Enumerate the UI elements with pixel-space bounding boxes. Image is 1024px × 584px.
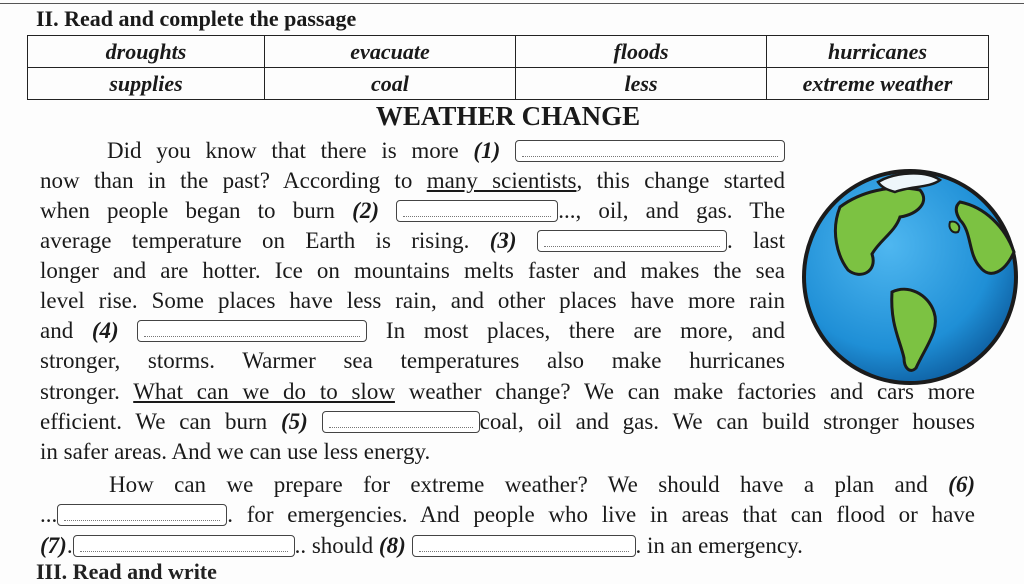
passage-line: level rise. Some places have less rain, and other places have more rain	[40, 288, 785, 313]
passage-text: average temperature on Earth is rising.	[40, 228, 470, 253]
passage-line	[40, 136, 785, 166]
passage-text: ...	[40, 502, 58, 527]
answer-blank-8[interactable]	[412, 535, 636, 557]
word-bank-cell: supplies	[28, 68, 265, 100]
word-bank-cell: less	[516, 68, 767, 100]
answer-blank-2[interactable]	[396, 200, 558, 222]
passage-line	[40, 500, 975, 530]
word-bank-row	[28, 68, 989, 100]
passage-title: WEATHER CHANGE	[375, 101, 641, 131]
answer-blank-6[interactable]	[57, 504, 227, 526]
blank-number: (6)	[948, 472, 975, 497]
word-bank-cell: coal	[265, 68, 516, 100]
blank-number: (7)	[40, 533, 67, 558]
answer-blank-4[interactable]	[137, 320, 367, 342]
passage-line	[40, 407, 975, 437]
answer-blank-7[interactable]	[73, 535, 295, 557]
underlined-text: What can we do to slow	[133, 379, 395, 404]
passage-text: .	[66, 533, 73, 558]
passage-line	[40, 226, 785, 256]
top-rule	[0, 3, 1024, 4]
word-bank	[27, 35, 989, 100]
passage-text: now than in the past? According to	[40, 168, 413, 193]
passage-line	[40, 196, 785, 226]
passage-line	[40, 377, 975, 407]
passage-text: coal, oil and gas. We can build stronger houses	[479, 409, 976, 434]
answer-blank-3[interactable]	[537, 230, 727, 252]
passage-text: weather change? We can make factories and cars more	[408, 379, 975, 404]
passage-text: Did you know that there is more	[107, 138, 459, 163]
passage-line: in safer areas. And we can use less energy.	[40, 439, 431, 464]
passage-text: and	[40, 318, 74, 343]
earth-globe-image	[800, 162, 1020, 392]
next-section-heading-partial: III. Read and write	[36, 559, 217, 584]
word-bank-cell: evacuate	[265, 36, 516, 68]
blank-number: (5)	[280, 409, 308, 434]
word-bank-cell: floods	[516, 36, 767, 68]
passage-text: ..., oil, and gas. The	[558, 198, 786, 223]
passage-line	[40, 166, 785, 196]
passage-line: stronger, storms. Warmer sea temperatures also make hurricanes	[40, 348, 785, 373]
passage-text: when people began to burn	[40, 198, 335, 223]
answer-blank-1[interactable]	[515, 140, 785, 162]
passage-text: . in an emergency.	[635, 533, 803, 558]
passage-text: . for emergencies. And people who live in areas that can flood or have	[227, 502, 975, 527]
answer-blank-5[interactable]	[322, 411, 480, 433]
word-bank-cell: extreme weather	[767, 68, 989, 100]
passage-text: How can we prepare for extreme weather? We should have a plan and	[109, 472, 928, 497]
passage-text: , this change started	[576, 168, 786, 193]
passage-line	[40, 470, 975, 500]
passage-text: .. should	[294, 533, 374, 558]
passage-line: longer and are hotter. Ice on mountains melts faster and makes the sea	[40, 258, 785, 283]
passage-text: efficient. We can burn	[40, 409, 268, 434]
underlined-text: many scientists	[426, 168, 577, 193]
passage-line	[40, 316, 785, 346]
passage-text: In most places, there are more, and	[385, 318, 786, 343]
word-bank-cell: hurricanes	[767, 36, 989, 68]
blank-number: (4)	[91, 318, 119, 343]
word-bank-cell: droughts	[28, 36, 265, 68]
section-heading: II. Read and complete the passage	[36, 6, 357, 31]
passage-text: stronger.	[40, 379, 120, 404]
passage-text: . last	[726, 228, 785, 253]
word-bank-row	[28, 36, 989, 68]
blank-number: (2)	[352, 198, 379, 223]
blank-number: (3)	[489, 228, 517, 253]
passage-line	[40, 531, 803, 561]
blank-number: (1)	[473, 138, 501, 163]
blank-number: (8)	[378, 533, 406, 558]
